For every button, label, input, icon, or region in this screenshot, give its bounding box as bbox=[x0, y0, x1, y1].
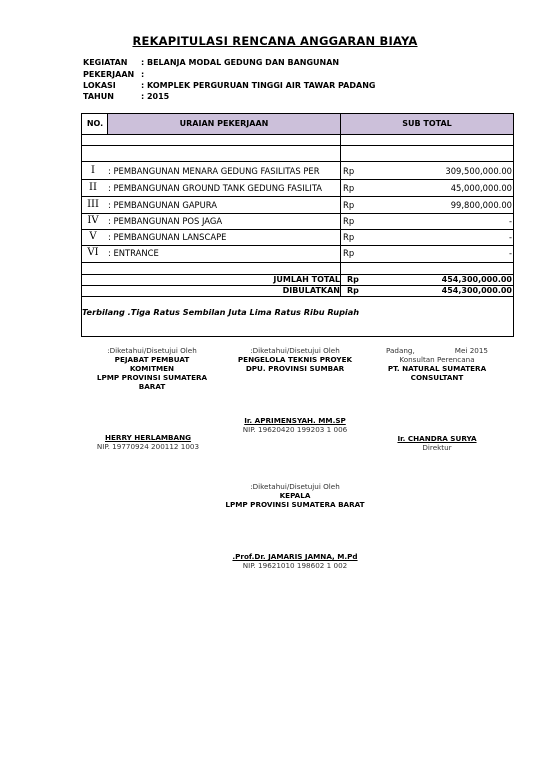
row-currency: Rp bbox=[343, 200, 355, 210]
header-subtotal: SUB TOTAL bbox=[341, 114, 513, 134]
sig-title: PT. NATURAL SUMATERA bbox=[387, 364, 487, 373]
dibulatkan-label: DIBULATKAN bbox=[282, 286, 340, 295]
signature-kepala bbox=[212, 482, 378, 509]
sig-name: .Prof.Dr. JAMARIS JAMNA, M.Pd bbox=[232, 552, 358, 561]
signature-kepala-name bbox=[212, 552, 378, 570]
row-value: - bbox=[508, 232, 512, 242]
signature-ppk bbox=[82, 346, 222, 391]
row-value: 309,500,000.00 bbox=[445, 166, 512, 176]
row-number: II bbox=[89, 182, 97, 193]
sig-place-date bbox=[372, 346, 502, 355]
meta-pekerjaan bbox=[83, 70, 144, 79]
sig-title: PENGELOLA TEKNIS PROYEK bbox=[237, 355, 353, 364]
divider bbox=[81, 296, 514, 297]
table-row bbox=[82, 244, 512, 262]
sig-note: :Diketahui/Disetujui Oleh bbox=[250, 346, 340, 355]
sig-date: Mei 2015 bbox=[454, 346, 488, 355]
meta-value: : 2015 bbox=[141, 92, 170, 101]
divider bbox=[81, 262, 514, 263]
signature-ppk-name bbox=[82, 433, 214, 451]
row-currency: Rp bbox=[343, 183, 355, 193]
sig-title: KEPALA bbox=[279, 491, 311, 500]
row-number: I bbox=[91, 165, 95, 176]
row-currency: Rp bbox=[343, 216, 355, 226]
divider bbox=[81, 145, 514, 146]
signature-konsultan-name bbox=[372, 434, 502, 452]
sig-title: PEJABAT PEMBUAT bbox=[114, 355, 190, 364]
row-currency: Rp bbox=[343, 232, 355, 242]
sig-role: Direktur bbox=[422, 443, 452, 452]
sig-name: HERRY HERLAMBANG bbox=[104, 433, 192, 442]
sig-title: DPU. PROVINSI SUMBAR bbox=[245, 364, 345, 373]
row-label: : ENTRANCE bbox=[108, 248, 159, 258]
document-title: REKAPITULASI RENCANA ANGGARAN BIAYA bbox=[132, 34, 418, 48]
header-uraian: URAIAN PEKERJAAN bbox=[108, 114, 340, 134]
meta-key: LOKASI bbox=[83, 81, 116, 90]
sig-title: LPMP PROVINSI SUMATERA BARAT bbox=[225, 500, 365, 509]
dibulatkan-currency: Rp bbox=[347, 286, 359, 295]
row-value: - bbox=[508, 248, 512, 258]
row-number: IV bbox=[87, 215, 99, 226]
jumlah-total-currency: Rp bbox=[347, 275, 359, 284]
divider bbox=[107, 113, 108, 135]
signature-konsultan bbox=[372, 346, 502, 382]
row-value: - bbox=[508, 216, 512, 226]
jumlah-total-value: 454,300,000.00 bbox=[441, 275, 512, 284]
sig-title: CONSULTANT bbox=[410, 373, 464, 382]
table-row bbox=[82, 162, 512, 180]
sig-note: :Diketahui/Disetujui Oleh bbox=[107, 346, 197, 355]
table-row bbox=[82, 179, 512, 197]
row-label: : PEMBANGUNAN LANSCAPE bbox=[108, 232, 227, 242]
signature-dpu bbox=[222, 346, 368, 373]
meta-key: TAHUN bbox=[83, 92, 114, 101]
meta-value: : bbox=[141, 70, 145, 79]
row-value: 45,000,000.00 bbox=[450, 183, 512, 193]
dibulatkan-value: 454,300,000.00 bbox=[441, 286, 512, 295]
meta-value: : BELANJA MODAL GEDUNG DAN BANGUNAN bbox=[141, 58, 340, 67]
sig-place: Padang, bbox=[386, 346, 415, 355]
meta-key: PEKERJAAN bbox=[83, 70, 135, 79]
meta-value: : KOMPLEK PERGURUAN TINGGI AIR TAWAR PADANG bbox=[141, 81, 376, 90]
dibulatkan-row bbox=[82, 286, 512, 296]
jumlah-total-label: JUMLAH TOTAL bbox=[273, 275, 340, 284]
meta-kegiatan bbox=[83, 58, 339, 67]
signature-dpu-name bbox=[222, 416, 368, 434]
sig-role: Konsultan Perencana bbox=[399, 355, 475, 364]
terbilang-text: Terbilang .Tiga Ratus Sembilan Juta Lima Ratus Ribu Rupiah bbox=[82, 307, 360, 317]
row-label: : PEMBANGUNAN POS JAGA bbox=[108, 216, 223, 226]
meta-lokasi bbox=[83, 81, 375, 90]
sig-nip: NIP. 19620420 199203 1 006 bbox=[242, 425, 348, 434]
row-label: : PEMBANGUNAN GROUND TANK GEDUNG FASILITA bbox=[108, 183, 323, 193]
row-number: V bbox=[89, 231, 97, 242]
row-number: VI bbox=[87, 247, 99, 258]
sig-name: Ir. APRIMENSYAH. MM.SP bbox=[244, 416, 346, 425]
row-value: 99,800,000.00 bbox=[450, 200, 512, 210]
row-label: : PEMBANGUNAN GAPURA bbox=[108, 200, 217, 210]
sig-nip: NIP. 19621010 198602 1 002 bbox=[242, 561, 348, 570]
row-number: III bbox=[87, 199, 99, 210]
sig-nip: NIP. 19770924 200112 1003 bbox=[96, 442, 200, 451]
meta-tahun bbox=[83, 92, 169, 101]
sig-note: :Diketahui/Disetujui Oleh bbox=[250, 482, 340, 491]
sig-title: BARAT bbox=[138, 382, 166, 391]
divider bbox=[81, 134, 514, 135]
sig-title: LPMP PROVINSI SUMATERA bbox=[96, 373, 208, 382]
row-currency: Rp bbox=[343, 248, 355, 258]
jumlah-total-row bbox=[82, 275, 512, 285]
sig-title: KOMITMEN bbox=[129, 364, 175, 373]
sig-name: Ir. CHANDRA SURYA bbox=[397, 434, 477, 443]
row-currency: Rp bbox=[343, 166, 355, 176]
meta-key: KEGIATAN bbox=[83, 58, 128, 67]
header-no: NO. bbox=[82, 114, 108, 134]
row-label: : PEMBANGUNAN MENARA GEDUNG FASILITAS PER bbox=[108, 166, 320, 176]
